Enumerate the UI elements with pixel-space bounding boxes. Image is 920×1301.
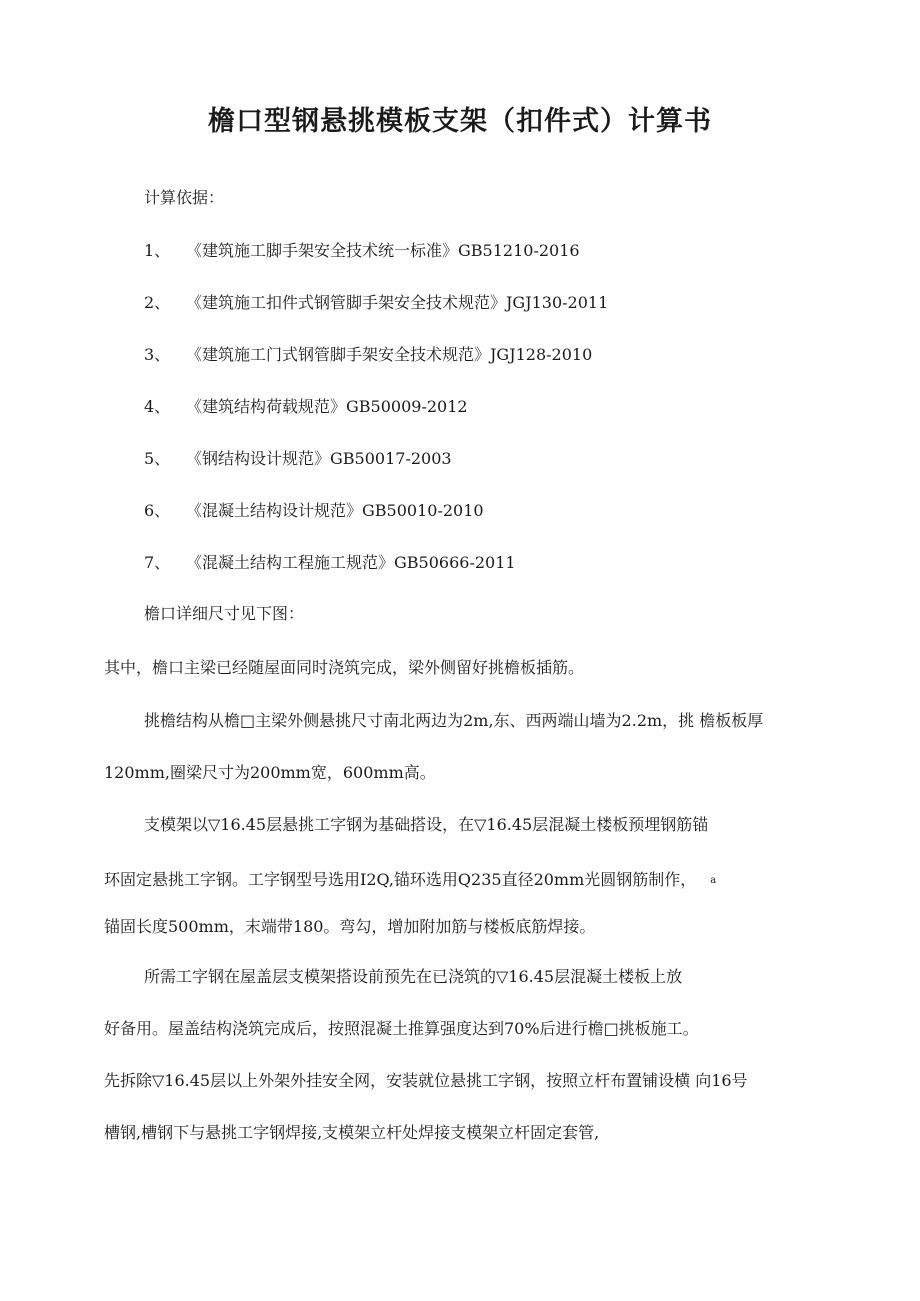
reference-item <box>144 449 452 469</box>
paragraph-support-text: 环固定悬挑工字钢。工字钢型号选用I2Q,锚环选用Q235直径20mm光圆钢筋制作， <box>104 870 697 889</box>
reference-text: 《建筑施工扣件式钢管脚手架安全技术规范》JGJ130-2011 <box>186 293 609 312</box>
reference-number: 4、 <box>144 397 171 416</box>
paragraph-cantilever-line2: 120mm,圈梁尺寸为200mm宽，600mm高。 <box>104 763 436 782</box>
reference-text: 《钢结构设计规范》GB50017-2003 <box>186 449 452 468</box>
paragraph-prep-line3: 先拆除▽16.45层以上外架外挂安全网，安装就位悬挑工字钢，按照立杆布置铺设横 向16号 <box>104 1071 748 1090</box>
paragraph-support-line2 <box>104 870 716 891</box>
reference-text: 《混凝土结构设计规范》GB50010-2010 <box>186 501 484 520</box>
basis-heading: 计算依据： <box>144 188 225 207</box>
reference-number: 5、 <box>144 449 171 468</box>
paragraph-prep-line2: 好备用。屋盖结构浇筑完成后，按照混凝土推算强度达到70%后进行檐□挑板施工。 <box>104 1019 699 1038</box>
paragraph-support-line1: 支模架以▽16.45层悬挑工字钢为基础搭设，在▽16.45层混凝土楼板预埋钢筋锚 <box>144 815 709 834</box>
paragraph-detail-note: 檐口详细尺寸见下图： <box>144 604 305 623</box>
reference-text: 《建筑施工门式钢管脚手架安全技术规范》JGJ128-2010 <box>186 345 593 364</box>
footnote-mark: a <box>710 874 717 886</box>
reference-text: 《混凝土结构工程施工规范》GB50666-2011 <box>186 553 516 572</box>
paragraph-cantilever-line1: 挑檐结构从檐□主梁外侧悬挑尺寸南北两边为2m,东、西两端山墙为2.2m，挑 檐板板厚 <box>144 711 764 730</box>
paragraph-prep-line4: 槽钢,槽钢下与悬挑工字钢焊接,支模架立杆处焊接支模架立杆固定套管, <box>104 1123 600 1142</box>
reference-text: 《建筑施工脚手架安全技术统一标准》GB51210-2016 <box>186 241 580 260</box>
paragraph-prep-line1: 所需工字钢在屋盖层支模架搭设前预先在已浇筑的▽16.45层混凝土楼板上放 <box>144 967 683 986</box>
paragraph-beam-note: 其中，檐口主梁已经随屋面同时浇筑完成，梁外侧留好挑檐板插筋。 <box>104 658 585 677</box>
reference-item <box>144 345 592 365</box>
reference-item <box>144 241 580 261</box>
reference-text: 《建筑结构荷载规范》GB50009-2012 <box>186 397 468 416</box>
reference-number: 3、 <box>144 345 171 364</box>
reference-item <box>144 553 516 573</box>
paragraph-support-line3: 锚固长度500mm，末端带180。弯勾，增加附加筋与楼板底筋焊接。 <box>104 917 596 936</box>
page-title: 檐口型钢悬挑模板支架（扣件式）计算书 <box>208 106 712 137</box>
reference-item <box>144 501 484 521</box>
reference-number: 2、 <box>144 293 171 312</box>
reference-item <box>144 397 468 417</box>
reference-number: 1、 <box>144 241 171 260</box>
reference-item <box>144 293 608 313</box>
reference-number: 7、 <box>144 553 171 572</box>
reference-number: 6、 <box>144 501 171 520</box>
